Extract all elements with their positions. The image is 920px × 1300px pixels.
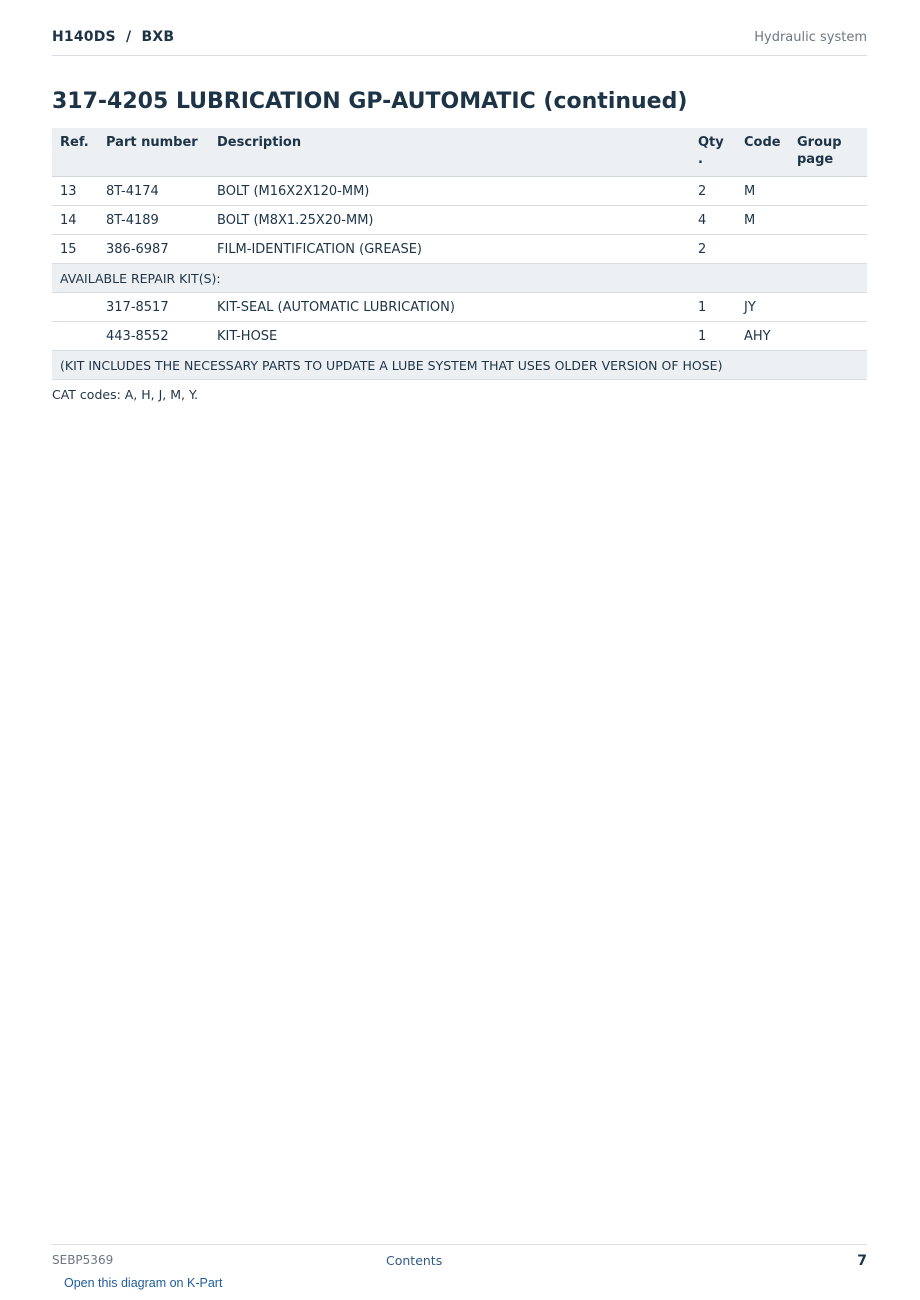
document-id: SEBP5369 — [52, 1253, 114, 1267]
page-footer — [52, 1244, 867, 1270]
column-header-group-page: Group page — [789, 128, 867, 177]
cell-code — [736, 235, 789, 264]
column-header-part-number: Part number — [98, 128, 209, 177]
cell-qty: 2 — [690, 177, 736, 206]
cell-description: BOLT (M8X1.25X20-MM) — [209, 206, 690, 235]
column-header-description: Description — [209, 128, 690, 177]
cell-group-page — [789, 206, 867, 235]
cell-code: JY — [736, 293, 789, 322]
page-number: 7 — [857, 1253, 867, 1269]
cell-group-page — [789, 235, 867, 264]
cell-code: AHY — [736, 322, 789, 351]
contents-link[interactable]: Contents — [386, 1253, 443, 1268]
model-label: H140DS / BXB — [52, 29, 175, 45]
cell-group-page — [789, 322, 867, 351]
cell-ref: 15 — [52, 235, 98, 264]
cell-description: KIT-SEAL (AUTOMATIC LUBRICATION) — [209, 293, 690, 322]
kit-header-label: AVAILABLE REPAIR KIT(S): — [52, 264, 867, 293]
column-header-code: Code — [736, 128, 789, 177]
cell-description: BOLT (M16X2X120-MM) — [209, 177, 690, 206]
cell-code: M — [736, 177, 789, 206]
kpart-link[interactable]: Open this diagram on K-Part — [64, 1276, 223, 1290]
table-row — [52, 177, 867, 206]
table-row — [52, 293, 867, 322]
cell-qty: 1 — [690, 293, 736, 322]
cell-group-page — [789, 293, 867, 322]
cell-part-number: 443-8552 — [98, 322, 209, 351]
cell-ref: 14 — [52, 206, 98, 235]
kit-note-row — [52, 351, 867, 380]
page-header — [52, 28, 867, 56]
kit-note-text: (KIT INCLUDES THE NECESSARY PARTS TO UPDATE A LUBE SYSTEM THAT USES OLDER VERSION OF HOSE) — [52, 351, 867, 380]
kit-header-row — [52, 264, 867, 293]
column-header-ref: Ref. — [52, 128, 98, 177]
cell-description: FILM-IDENTIFICATION (GREASE) — [209, 235, 690, 264]
cell-ref — [52, 322, 98, 351]
cell-part-number: 386-6987 — [98, 235, 209, 264]
section-label: Hydraulic system — [754, 30, 867, 45]
cell-ref — [52, 293, 98, 322]
cell-group-page — [789, 177, 867, 206]
parts-table — [52, 128, 867, 380]
title-main: 317-4205 LUBRICATION GP-AUTOMATIC — [52, 89, 536, 114]
cell-part-number: 317-8517 — [98, 293, 209, 322]
column-header-qty: Qty . — [690, 128, 736, 177]
cell-ref: 13 — [52, 177, 98, 206]
page-title — [52, 89, 687, 114]
table-row — [52, 235, 867, 264]
cell-qty: 1 — [690, 322, 736, 351]
cell-description: KIT-HOSE — [209, 322, 690, 351]
table-row — [52, 206, 867, 235]
title-suffix: (continued) — [535, 89, 688, 114]
cell-qty: 2 — [690, 235, 736, 264]
cat-codes: CAT codes: A, H, J, M, Y. — [52, 387, 199, 402]
cell-part-number: 8T-4174 — [98, 177, 209, 206]
cell-qty: 4 — [690, 206, 736, 235]
cell-code: M — [736, 206, 789, 235]
cell-part-number: 8T-4189 — [98, 206, 209, 235]
table-header-row — [52, 128, 867, 177]
table-row — [52, 322, 867, 351]
